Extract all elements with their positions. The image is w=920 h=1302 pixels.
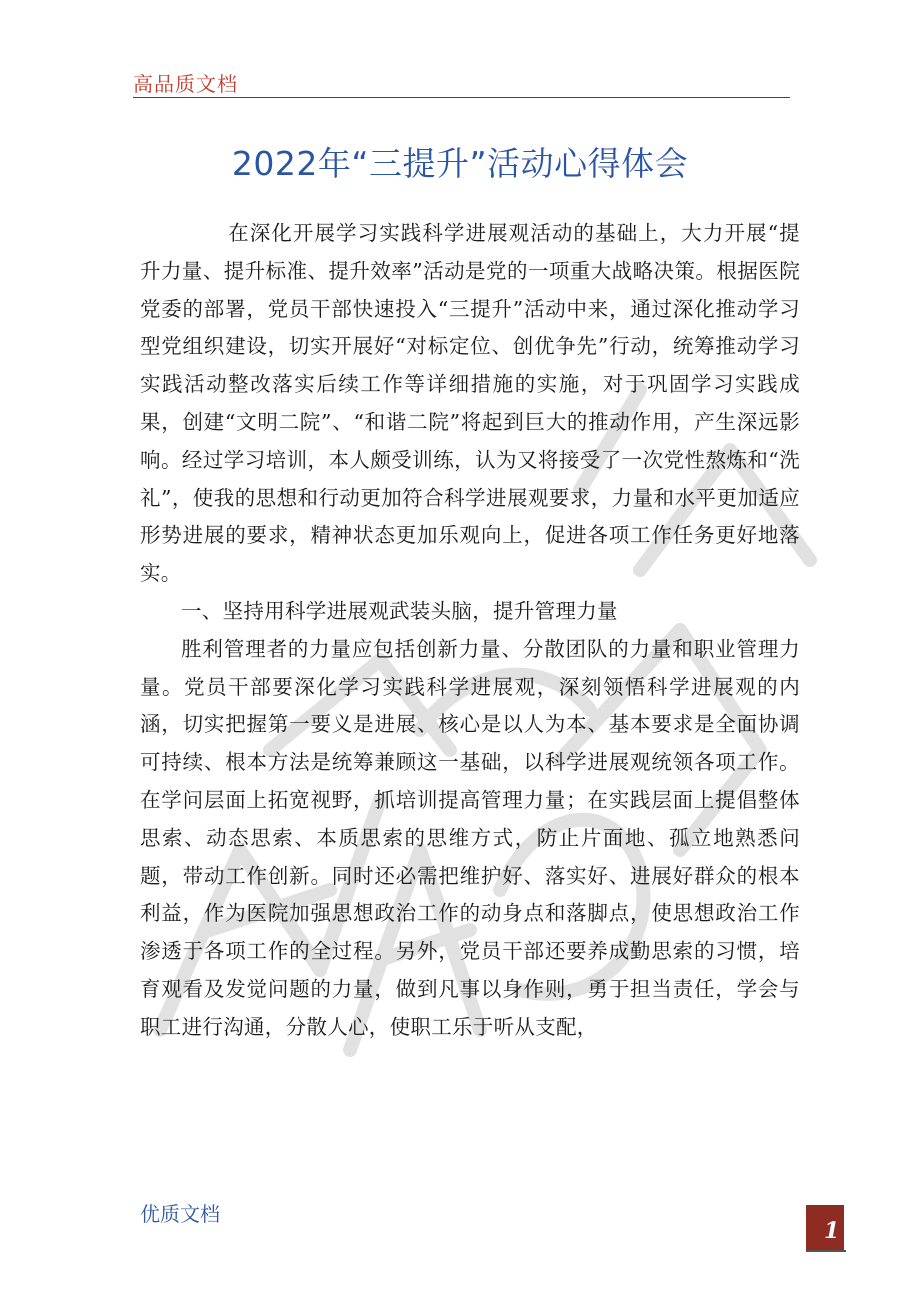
header-divider bbox=[133, 97, 790, 98]
section-heading: 一、坚持用科学进展观武装头脑，提升管理力量 bbox=[181, 598, 618, 623]
document-body bbox=[140, 215, 800, 1047]
document-title: 2022年“三提升”活动心得体会 bbox=[231, 144, 689, 183]
page-number-underline bbox=[806, 1250, 846, 1252]
paragraph-management: 胜利管理者的力量应包括创新力量、分散团队的力量和职业管理力量。党员干部要深化学习实践科学进展观，深刻领悟科学进展观的内涵，切实把握第一要义是进展、核心是以人为本、基本要求是全面协调可持续、根本方法是统筹兼顾这一基础，以科学进展观统领各项工作。在学问层面上拓宽视野，抓培训提高管理力量；在实践层面上提倡整体思索、动态思索、本质思索的思维方式，防止片面地、孤立地熟悉问题，带动工作创新。同时还必需把维护好、落实好、进展好群众的根本利益，作为医院加强思想政治工作的动身点和落脚点，使思想政治工作渗透于各项工作的全过程。另外，党员干部还要养成勤思索的习惯，培育观看及发觉问题的力量，做到凡事以身作则，勇于担当责任，学会与职工进行沟通，分散人心，使职工乐于听从支配， bbox=[140, 636, 800, 1039]
footer-label: 优质文档 bbox=[140, 1202, 220, 1226]
paragraph-intro: 在深化开展学习实践科学进展观活动的基础上，大力开展“提升力量、提升标准、提升效率”活动是党的一项重大战略决策。根据医院党委的部署，党员干部快速投入“三提升”活动中来，通过深化推动学习型党组织建设，切实开展好“对标定位、创优争先”行动，统筹推动学习实践活动整改落实后续工作等详细措施的实施，对于巩固学习实践成果，创建“文明二院”、“和谐二院”将起到巨大的推动作用，产生深远影响。经过学习培训，本人颇受训练，认为又将接受了一次党性熬炼和“洗礼”，使我的思想和行动更加符合科学进展观要求，力量和水平更加适应形势进展的要求，精神状态更加乐观向上，促进各项工作任务更好地落实。 bbox=[140, 221, 800, 586]
page-number: 1 bbox=[824, 1218, 840, 1244]
header-label: 高品质文档 bbox=[133, 72, 238, 96]
